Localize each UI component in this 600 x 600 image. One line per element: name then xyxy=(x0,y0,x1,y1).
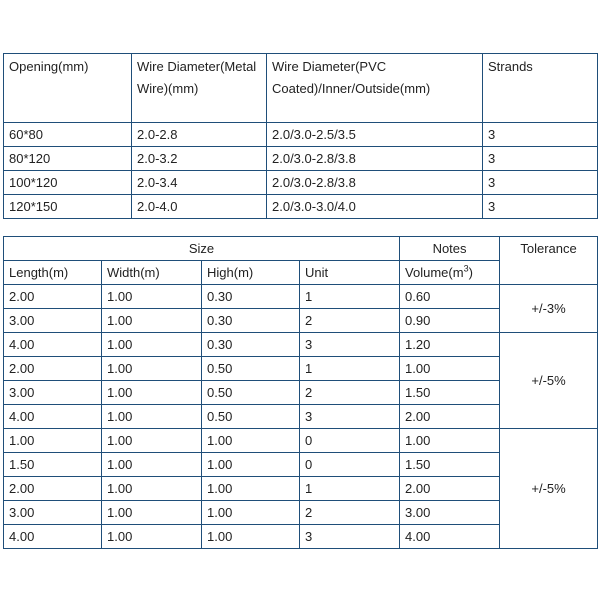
header-notes: Notes xyxy=(400,237,500,261)
cell-pvc-wire: 2.0/3.0-2.8/3.8 xyxy=(267,171,483,195)
cell-width: 1.00 xyxy=(102,357,202,381)
cell-strands: 3 xyxy=(483,195,598,219)
header-wire-diameter-pvc: Wire Diameter(PVC Coated)/Inner/Outside(mm) xyxy=(267,54,483,123)
cell-width: 1.00 xyxy=(102,381,202,405)
cell-high: 0.50 xyxy=(202,405,300,429)
volume-label-close: ) xyxy=(468,265,473,280)
cell-pvc-wire: 2.0/3.0-2.8/3.8 xyxy=(267,147,483,171)
cell-unit: 3 xyxy=(300,405,400,429)
header-size: Size xyxy=(4,237,400,261)
cell-high: 0.50 xyxy=(202,381,300,405)
cell-length: 2.00 xyxy=(4,357,102,381)
cell-unit: 2 xyxy=(300,501,400,525)
cell-high: 0.50 xyxy=(202,357,300,381)
header-high: High(m) xyxy=(202,261,300,285)
header-opening: Opening(mm) xyxy=(4,54,132,123)
cell-strands: 3 xyxy=(483,171,598,195)
cell-unit: 3 xyxy=(300,333,400,357)
cell-volume: 4.00 xyxy=(400,525,500,549)
cell-unit: 0 xyxy=(300,429,400,453)
cell-length: 3.00 xyxy=(4,381,102,405)
table-row xyxy=(4,147,598,171)
cell-length: 4.00 xyxy=(4,525,102,549)
cell-width: 1.00 xyxy=(102,525,202,549)
cell-opening: 120*150 xyxy=(4,195,132,219)
cell-strands: 3 xyxy=(483,147,598,171)
cell-length: 1.50 xyxy=(4,453,102,477)
cell-volume: 1.50 xyxy=(400,381,500,405)
cell-width: 1.00 xyxy=(102,285,202,309)
cell-length: 3.00 xyxy=(4,309,102,333)
cell-unit: 1 xyxy=(300,285,400,309)
cell-length: 2.00 xyxy=(4,477,102,501)
cell-high: 1.00 xyxy=(202,525,300,549)
cell-opening: 80*120 xyxy=(4,147,132,171)
cell-high: 0.30 xyxy=(202,285,300,309)
cell-unit: 3 xyxy=(300,525,400,549)
cell-opening: 100*120 xyxy=(4,171,132,195)
cell-high: 1.00 xyxy=(202,453,300,477)
spec-header-row xyxy=(4,54,598,123)
cell-volume: 2.00 xyxy=(400,405,500,429)
cell-high: 0.30 xyxy=(202,333,300,357)
cell-tolerance: +/-3% xyxy=(500,285,598,333)
header-width: Width(m) xyxy=(102,261,202,285)
table-row xyxy=(4,195,598,219)
volume-label: Volume(m xyxy=(405,265,464,280)
table-row xyxy=(4,285,598,309)
cell-high: 0.30 xyxy=(202,309,300,333)
cell-width: 1.00 xyxy=(102,309,202,333)
cell-width: 1.00 xyxy=(102,477,202,501)
size-group-header-row xyxy=(4,237,598,261)
cell-volume: 1.00 xyxy=(400,357,500,381)
cell-length: 1.00 xyxy=(4,429,102,453)
cell-length: 3.00 xyxy=(4,501,102,525)
table-row xyxy=(4,171,598,195)
cell-high: 1.00 xyxy=(202,501,300,525)
cell-metal-wire: 2.0-3.2 xyxy=(132,147,267,171)
wire-spec-table xyxy=(3,53,598,219)
cell-unit: 1 xyxy=(300,357,400,381)
cell-tolerance: +/-5% xyxy=(500,333,598,429)
cell-pvc-wire: 2.0/3.0-3.0/4.0 xyxy=(267,195,483,219)
volume-exponent: 3 xyxy=(463,263,469,274)
cell-width: 1.00 xyxy=(102,405,202,429)
cell-volume: 0.60 xyxy=(400,285,500,309)
cell-unit: 2 xyxy=(300,381,400,405)
header-unit: Unit xyxy=(300,261,400,285)
cell-length: 4.00 xyxy=(4,405,102,429)
cell-volume: 1.20 xyxy=(400,333,500,357)
cell-length: 2.00 xyxy=(4,285,102,309)
cell-high: 1.00 xyxy=(202,429,300,453)
header-length: Length(m) xyxy=(4,261,102,285)
cell-width: 1.00 xyxy=(102,429,202,453)
cell-unit: 1 xyxy=(300,477,400,501)
cell-high: 1.00 xyxy=(202,477,300,501)
cell-pvc-wire: 2.0/3.0-2.5/3.5 xyxy=(267,123,483,147)
table-row xyxy=(4,123,598,147)
table-row xyxy=(4,333,598,357)
cell-width: 1.00 xyxy=(102,333,202,357)
cell-volume: 1.50 xyxy=(400,453,500,477)
cell-metal-wire: 2.0-2.8 xyxy=(132,123,267,147)
table-row xyxy=(4,429,598,453)
header-wire-diameter-metal: Wire Diameter(Metal Wire)(mm) xyxy=(132,54,267,123)
size-table xyxy=(3,236,598,549)
cell-width: 1.00 xyxy=(102,501,202,525)
cell-volume: 3.00 xyxy=(400,501,500,525)
cell-length: 4.00 xyxy=(4,333,102,357)
cell-volume: 0.90 xyxy=(400,309,500,333)
header-volume xyxy=(400,261,500,285)
cell-volume: 1.00 xyxy=(400,429,500,453)
cell-metal-wire: 2.0-3.4 xyxy=(132,171,267,195)
cell-width: 1.00 xyxy=(102,453,202,477)
cell-tolerance: +/-5% xyxy=(500,429,598,549)
cell-strands: 3 xyxy=(483,123,598,147)
cell-unit: 0 xyxy=(300,453,400,477)
header-tolerance: Tolerance xyxy=(500,237,598,285)
header-strands: Strands xyxy=(483,54,598,123)
cell-metal-wire: 2.0-4.0 xyxy=(132,195,267,219)
cell-unit: 2 xyxy=(300,309,400,333)
cell-volume: 2.00 xyxy=(400,477,500,501)
cell-opening: 60*80 xyxy=(4,123,132,147)
